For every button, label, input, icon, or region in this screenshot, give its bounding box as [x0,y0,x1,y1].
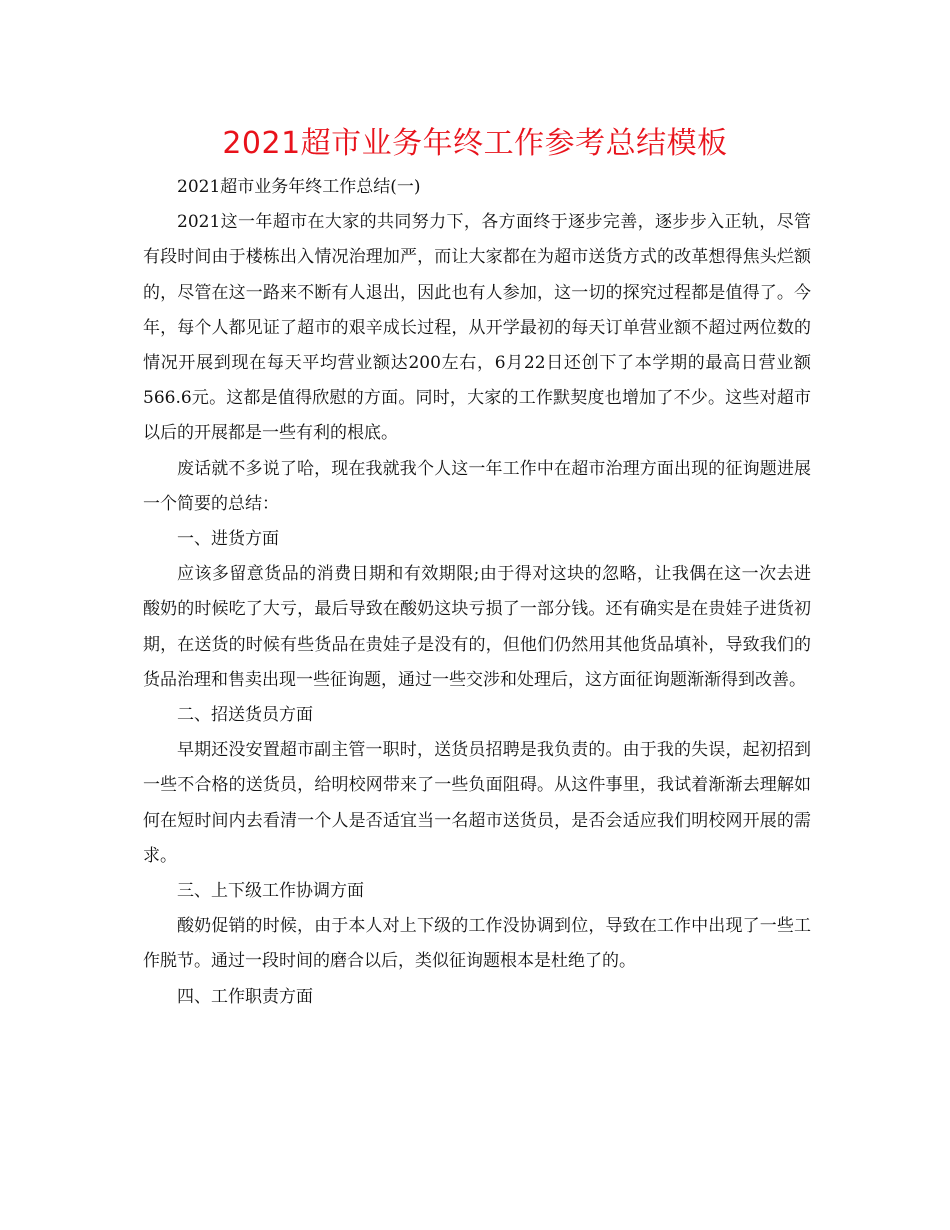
body-paragraph: 酸奶促销的时候，由于本人对上下级的工作没协调到位，导致在工作中出现了一些工作脱节。通过一段时间的磨合以后，类似征询题根本是杜绝了的。 [143,916,811,972]
body-paragraph: 早期还没安置超市副主管一职时，送货员招聘是我负责的。由于我的失误，起初招到一些不合格的送货员，给明校网带来了一些负面阻碍。从这件事里，我试着渐渐去理解如何在短时间内去看清一个人是否适宜当一名超市送货员，是否会适应我们明校网开展的需求。 [143,740,811,866]
section-subtitle: 2021超市业务年终工作总结(一) [177,177,421,197]
document-title: 2021超市业务年终工作参考总结模板 [222,126,728,161]
section-heading: 一、进货方面 [177,529,279,550]
section-heading: 三、上下级工作协调方面 [177,881,364,902]
section-heading: 四、工作职责方面 [177,986,313,1007]
body-paragraph: 废话就不多说了哈，现在我就我个人这一年工作中在超市治理方面出现的征询题进展一个简要的总结： [143,458,811,514]
section-heading: 二、招送货员方面 [177,705,313,726]
body-paragraph: 2021这一年超市在大家的共同努力下，各方面终于逐步完善，逐步步入正轨，尽管有段时间由于楼栋出入情况治理加严，而让大家都在为超市送货方式的改革想得焦头烂额的，尽管在这一路来不断有人退出，因此也有人参加，这一切的探究过程都是值得了。今年，每个人都见证了超市的艰辛成长过程，从开学最初的每天订单营业额不超过两位数的情况开展到现在每天平均营业额达200左右，6月22日还创下了本学期的最高日营业额566.6元。这都是值得欣慰的方面。同时，大家的工作默契度也增加了不少。这些对超市以后的开展都是一些有利的根底。 [143,212,811,444]
document-body [143,170,811,1015]
body-paragraph: 应该多留意货品的消费日期和有效期限;由于得对这块的忽略，让我偶在这一次去进酸奶的时候吃了大亏，最后导致在酸奶这块亏损了一部分钱。还有确实是在贵娃子进货初期，在送货的时候有些货品在贵娃子是没有的，但他们仍然用其他货品填补，导致我们的货品治理和售卖出现一些征询题，通过一些交涉和处理后，这方面征询题渐渐得到改善。 [143,564,811,690]
